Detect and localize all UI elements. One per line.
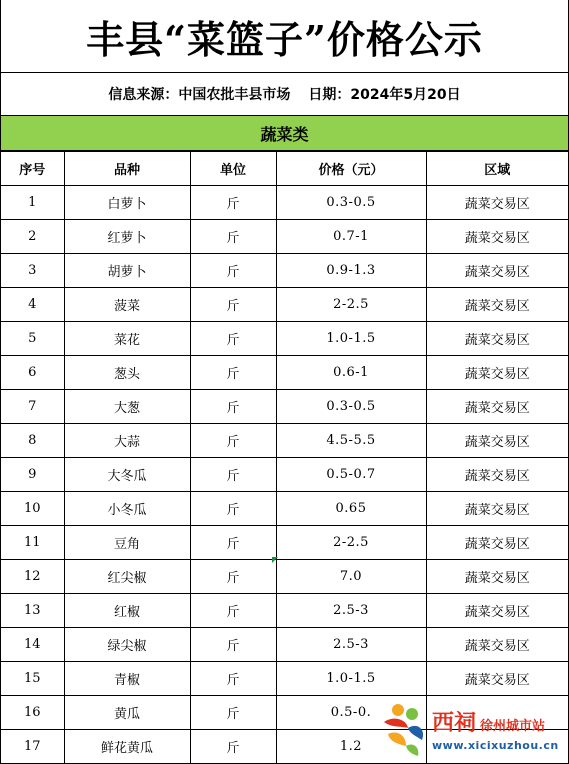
cell-index[interactable]: 8 — [1, 424, 64, 458]
cell-variety[interactable]: 大蒜 — [64, 424, 190, 458]
cell-variety[interactable]: 红萝卜 — [64, 220, 190, 254]
cell-variety[interactable]: 葱头 — [64, 356, 190, 390]
page-title: 丰县“菜篮子”价格公示 — [1, 0, 568, 73]
header-unit[interactable]: 单位 — [190, 152, 276, 186]
cell-price[interactable]: 0.5-0.7 — [276, 458, 426, 492]
cell-variety[interactable]: 豆角 — [64, 526, 190, 560]
table-row — [1, 356, 568, 390]
table-row — [1, 594, 568, 628]
header-index[interactable]: 序号 — [1, 152, 64, 186]
watermark-url: www.xicixuzhou.cn — [432, 739, 559, 752]
cell-unit[interactable]: 斤 — [190, 390, 276, 424]
table-row — [1, 662, 568, 696]
cell-area[interactable]: 蔬菜交易区 — [426, 356, 568, 390]
price-table — [1, 151, 568, 764]
table-row — [1, 628, 568, 662]
cell-unit[interactable]: 斤 — [190, 220, 276, 254]
cell-price[interactable]: 0.7-1 — [276, 220, 426, 254]
cell-price[interactable]: 2.5-3 — [276, 628, 426, 662]
cell-variety[interactable]: 小冬瓜 — [64, 492, 190, 526]
cell-area[interactable]: 蔬菜交易区 — [426, 390, 568, 424]
cell-index[interactable]: 6 — [1, 356, 64, 390]
watermark-city: 徐州城市站 — [480, 719, 546, 734]
table-row — [1, 254, 568, 288]
cell-price[interactable]: 0.65 — [276, 492, 426, 526]
table-row — [1, 424, 568, 458]
cell-price[interactable]: 0.3-0.5 — [276, 186, 426, 220]
cell-price[interactable]: 2.5-3 — [276, 594, 426, 628]
cell-comment-marker — [272, 557, 278, 563]
cell-price[interactable]: 0.9-1.3 — [276, 254, 426, 288]
cell-unit[interactable]: 斤 — [190, 696, 276, 730]
cell-area[interactable]: 蔬菜交易区 — [426, 560, 568, 594]
cell-area[interactable]: 蔬菜交易区 — [426, 186, 568, 220]
source-date: 日期：2024年5月20日 — [308, 87, 461, 103]
cell-unit[interactable]: 斤 — [190, 254, 276, 288]
cell-variety[interactable]: 菠菜 — [64, 288, 190, 322]
cell-area[interactable]: 蔬菜交易区 — [426, 492, 568, 526]
table-row — [1, 288, 568, 322]
cell-unit[interactable]: 斤 — [190, 356, 276, 390]
cell-index[interactable]: 16 — [1, 696, 64, 730]
table-row — [1, 526, 568, 560]
cell-price[interactable]: 0.6-1 — [276, 356, 426, 390]
cell-variety[interactable]: 黄瓜 — [64, 696, 190, 730]
cell-area[interactable]: 蔬菜交易区 — [426, 424, 568, 458]
table-row — [1, 492, 568, 526]
cell-index[interactable]: 13 — [1, 594, 64, 628]
xici-logo-icon — [378, 700, 430, 758]
cell-price[interactable]: 1.0-1.5 — [276, 662, 426, 696]
cell-index[interactable]: 10 — [1, 492, 64, 526]
cell-index[interactable]: 12 — [1, 560, 64, 594]
table-row — [1, 390, 568, 424]
cell-index[interactable]: 9 — [1, 458, 64, 492]
cell-area[interactable]: 蔬菜交易区 — [426, 594, 568, 628]
cell-area[interactable]: 蔬菜交易区 — [426, 254, 568, 288]
cell-unit[interactable]: 斤 — [190, 322, 276, 356]
cell-variety[interactable]: 红尖椒 — [64, 560, 190, 594]
cell-index[interactable]: 11 — [1, 526, 64, 560]
cell-unit[interactable]: 斤 — [190, 492, 276, 526]
source-label: 信息来源：中国农批丰县市场 — [108, 87, 291, 103]
cell-variety[interactable]: 菜花 — [64, 322, 190, 356]
cell-area[interactable]: 蔬菜交易区 — [426, 458, 568, 492]
cell-variety[interactable]: 青椒 — [64, 662, 190, 696]
cell-index[interactable]: 14 — [1, 628, 64, 662]
cell-area[interactable]: 蔬菜交易区 — [426, 322, 568, 356]
cell-unit[interactable]: 斤 — [190, 628, 276, 662]
table-row — [1, 220, 568, 254]
cell-area[interactable]: 蔬菜交易区 — [426, 662, 568, 696]
cell-variety[interactable]: 胡萝卜 — [64, 254, 190, 288]
table-header-row — [1, 152, 568, 186]
cell-variety[interactable]: 鲜花黄瓜 — [64, 730, 190, 764]
cell-variety[interactable]: 白萝卜 — [64, 186, 190, 220]
header-variety[interactable]: 品种 — [64, 152, 190, 186]
watermark-brand: 西祠 — [432, 710, 477, 736]
cell-price[interactable]: 1.2 — [276, 730, 426, 764]
table-row — [1, 458, 568, 492]
cell-price[interactable]: 4.5-5.5 — [276, 424, 426, 458]
cell-index[interactable]: 7 — [1, 390, 64, 424]
cell-index[interactable]: 3 — [1, 254, 64, 288]
cell-index[interactable]: 5 — [1, 322, 64, 356]
cell-area[interactable]: 蔬菜交易区 — [426, 526, 568, 560]
source-line — [1, 73, 568, 116]
header-price[interactable]: 价格（元） — [276, 152, 426, 186]
cell-variety[interactable]: 红椒 — [64, 594, 190, 628]
cell-price[interactable]: 7.0 — [276, 560, 426, 594]
cell-variety[interactable]: 大冬瓜 — [64, 458, 190, 492]
cell-unit[interactable]: 斤 — [190, 186, 276, 220]
cell-index[interactable]: 4 — [1, 288, 64, 322]
category-header: 蔬菜类 — [1, 116, 568, 151]
cell-area[interactable]: 蔬菜交易区 — [426, 288, 568, 322]
table-row — [1, 322, 568, 356]
cell-price[interactable]: 2-2.5 — [276, 288, 426, 322]
cell-index[interactable]: 15 — [1, 662, 64, 696]
cell-unit[interactable]: 斤 — [190, 560, 276, 594]
cell-index[interactable]: 1 — [1, 186, 64, 220]
cell-variety[interactable]: 绿尖椒 — [64, 628, 190, 662]
cell-price[interactable]: 2-2.5 — [276, 526, 426, 560]
cell-price[interactable]: 1.0-1.5 — [276, 322, 426, 356]
cell-unit[interactable]: 斤 — [190, 424, 276, 458]
cell-unit[interactable]: 斤 — [190, 288, 276, 322]
cell-area[interactable]: 蔬菜交易区 — [426, 628, 568, 662]
cell-area[interactable]: 蔬菜交易区 — [426, 220, 568, 254]
cell-price[interactable]: 0.5-0. — [276, 696, 426, 730]
cell-unit[interactable]: 斤 — [190, 594, 276, 628]
table-row — [1, 560, 568, 594]
cell-unit[interactable]: 斤 — [190, 730, 276, 764]
watermark — [378, 698, 563, 760]
table-row — [1, 186, 568, 220]
cell-price[interactable]: 0.3-0.5 — [276, 390, 426, 424]
table-body — [1, 186, 568, 764]
cell-unit[interactable]: 斤 — [190, 662, 276, 696]
cell-variety[interactable]: 大葱 — [64, 390, 190, 424]
cell-index[interactable]: 17 — [1, 730, 64, 764]
cell-unit[interactable]: 斤 — [190, 526, 276, 560]
header-area[interactable]: 区域 — [426, 152, 568, 186]
cell-index[interactable]: 2 — [1, 220, 64, 254]
cell-unit[interactable]: 斤 — [190, 458, 276, 492]
